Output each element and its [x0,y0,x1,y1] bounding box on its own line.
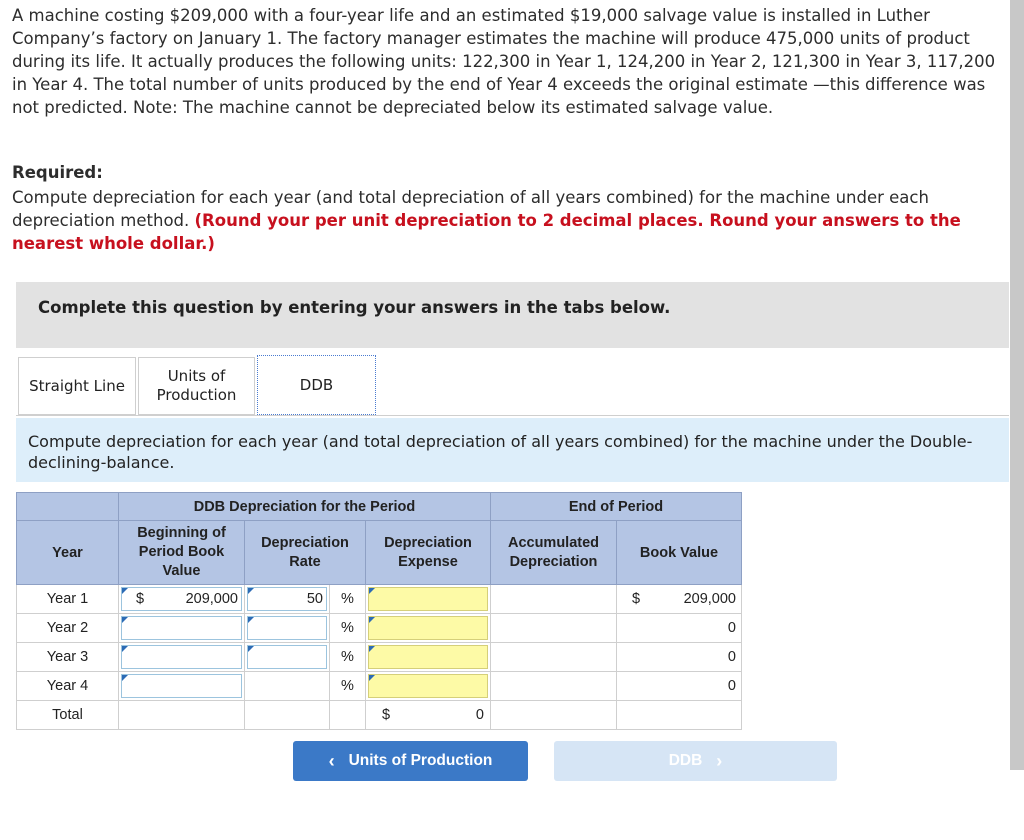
year-label: Year 4 [17,672,119,701]
tab-label: DDB [299,376,334,394]
back-button-label: Units of Production [348,752,493,769]
input-flag-icon [369,588,375,594]
depreciation-expense-cell [366,614,491,643]
accumulated-depreciation-cell [491,643,617,672]
beginning-book-value-cell [119,672,245,701]
year-label: Year 2 [17,614,119,643]
beginning-book-value-cell [119,643,245,672]
total-blank-cell [330,701,366,730]
tab-label: Straight Line [29,377,125,395]
beginning-book-value-input[interactable] [121,587,242,611]
tab-ddb[interactable] [257,355,376,415]
panel-instruction: Complete this question by entering your answers in the tabs below. [38,298,671,317]
input-flag-icon [369,646,375,652]
percent-sign: % [330,643,366,672]
back-button-units-of-production[interactable] [293,741,528,781]
beginning-book-value: 209,000 [185,591,238,607]
header-beginning-book-value: Beginning of Period Book Value [119,521,245,585]
header-accumulated-depreciation: Accumulated Depreciation [491,521,617,585]
depreciation-expense-cell [366,672,491,701]
header-book-value: Book Value [617,521,742,585]
total-row [17,701,742,730]
chevron-left-icon: ‹ [328,750,335,771]
total-label: Total [17,701,119,730]
percent-sign: % [330,585,366,614]
depreciation-rate-cell [245,614,330,643]
dollar-sign: $ [382,707,391,723]
input-flag-icon [369,675,375,681]
tab-straight-line[interactable] [18,357,136,415]
input-flag-icon [369,617,375,623]
header-blank [17,493,119,521]
accumulated-depreciation-cell [491,672,617,701]
input-flag-icon [248,588,254,594]
tab-units-of-production[interactable] [138,357,255,415]
accumulated-depreciation-cell [491,585,617,614]
table-row [17,585,742,614]
problem-statement: A machine costing $209,000 with a four-year life and an estimated $19,000 salvage value is installed in Luther Company’s factory on January 1. The factory manager estimates the machine will produce 475,000 units of product during its life. It actually produces the following units: 122,300 in Year 1, 124,200 in Year 2, 121,300 in Year 3, 117,200 in Year 4. The total number of units produced by the end of Year 4 exceeds the original estimate —this difference was not predicted. Note: The machine cannot be depreciated below its estimated salvage value. [12,6,996,117]
depreciation-rate-value: 50 [306,591,323,607]
tabs-panel-header [16,282,1009,348]
required-instructions [12,186,997,255]
chevron-right-icon: › [716,750,723,771]
depreciation-rate-input[interactable] [247,645,327,669]
book-value-cell [617,585,742,614]
input-flag-icon [122,646,128,652]
beginning-book-value-input[interactable] [121,645,242,669]
depreciation-rate-cell [245,672,330,701]
header-end-group: End of Period [491,493,742,521]
depreciation-expense-input[interactable] [368,616,488,640]
dollar-sign: $ [136,591,145,607]
header-depreciation-rate: Depreciation Rate [245,521,366,585]
beginning-book-value-cell [119,585,245,614]
next-button-label: DDB [668,752,703,769]
depreciation-rate-cell [245,585,330,614]
depreciation-rate-input[interactable] [247,587,327,611]
depreciation-expense-input[interactable] [368,645,488,669]
accumulated-depreciation-cell [491,614,617,643]
input-flag-icon [248,646,254,652]
tab-label: Units of Production [156,367,237,404]
total-depreciation-expense: 0 [475,707,484,723]
table-row [17,614,742,643]
total-expense-cell [366,701,491,730]
year-label: Year 3 [17,643,119,672]
input-flag-icon [122,675,128,681]
input-flag-icon [122,617,128,623]
total-blank-cell [119,701,245,730]
tab-instructions: Compute depreciation for each year (and total depreciation of all years combined) for the machine under the Double-declining-balance. [16,418,1009,482]
required-body-text: Compute depreciation for each year (and total depreciation of all years combined) for the machine under each depreciation method. [12,188,929,230]
percent-sign: % [330,672,366,701]
depreciation-expense-input[interactable] [368,587,488,611]
book-value: 0 [617,643,742,672]
vertical-scrollbar[interactable] [1010,0,1024,770]
rounding-note: (Round your per unit depreciation to 2 decimal places. Round your answers to the nearest whole dollar.) [12,211,961,253]
depreciation-rate-input[interactable] [247,616,327,640]
ddb-depreciation-table [16,492,742,730]
input-flag-icon [248,617,254,623]
year-label: Year 1 [17,585,119,614]
depreciation-expense-cell [366,585,491,614]
depreciation-expense-input[interactable] [368,674,488,698]
depreciation-rate-cell [245,643,330,672]
total-blank-cell [617,701,742,730]
header-period-group: DDB Depreciation for the Period [119,493,491,521]
dollar-sign: $ [632,591,641,607]
book-value: 0 [617,614,742,643]
book-value: 0 [617,672,742,701]
tab-divider [16,415,1009,416]
header-depreciation-expense: Depreciation Expense [366,521,491,585]
beginning-book-value-input[interactable] [121,616,242,640]
total-blank-cell [491,701,617,730]
total-blank-cell [245,701,330,730]
next-button-ddb [554,741,837,781]
header-year: Year [17,521,119,585]
depreciation-expense-cell [366,643,491,672]
beginning-book-value-input[interactable] [121,674,242,698]
table-row [17,643,742,672]
book-value: 209,000 [683,591,736,607]
percent-sign: % [330,614,366,643]
required-heading: Required: [12,163,103,182]
beginning-book-value-cell [119,614,245,643]
table-row [17,672,742,701]
input-flag-icon [122,588,128,594]
